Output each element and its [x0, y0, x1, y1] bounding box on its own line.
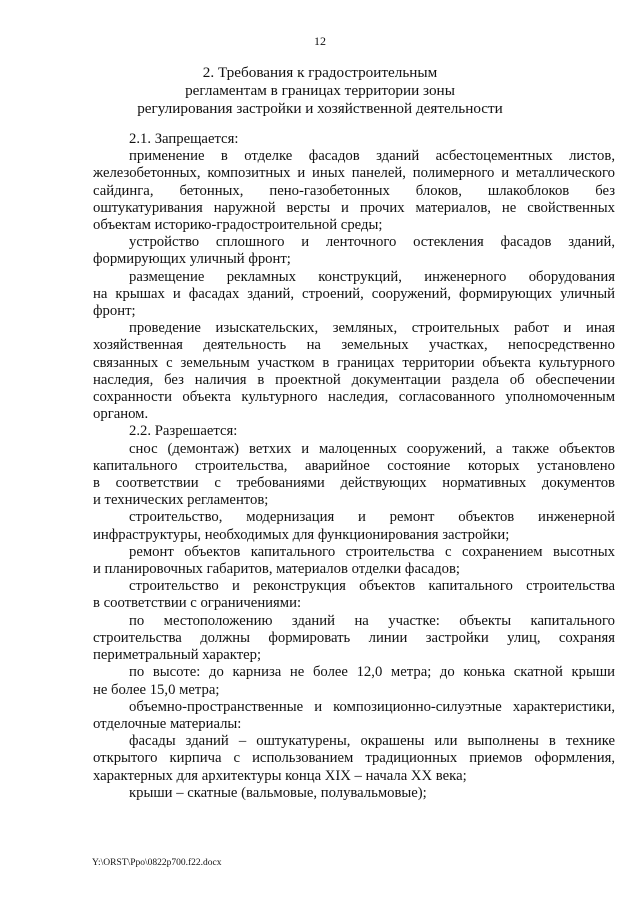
paragraph-line: размещение рекламных конструкций, инженерного оборудования	[129, 268, 615, 285]
heading-line: 2. Требования к градостроительным	[202, 64, 438, 81]
paragraph-line: железобетонных, композитных и иных панелей, полимерного и металлического	[93, 165, 615, 182]
paragraph	[93, 234, 615, 268]
paragraph-line: строительство, модернизация и ремонт объектов инженерной	[129, 509, 615, 526]
paragraph	[93, 441, 615, 510]
paragraph-line: органом.	[93, 406, 149, 423]
paragraph	[93, 613, 615, 665]
paragraph	[93, 578, 615, 612]
paragraph-line: строительства должны формировать линии застройки улиц, сохраняя	[93, 629, 615, 646]
paragraph-line: сайдинга, бетонных, пено-газобетонных блоков, шлакоблоков без	[93, 182, 615, 199]
paragraph	[93, 320, 615, 423]
paragraph-line: объектам историко-градостроительной среды;	[93, 217, 383, 234]
paragraph	[93, 664, 615, 698]
paragraph-line: периметральный характер;	[93, 647, 262, 664]
section-heading	[90, 64, 550, 118]
paragraph-line: не более 15,0 метра;	[93, 681, 220, 698]
paragraph-line: формирующих уличный фронт;	[93, 251, 291, 268]
paragraph-line: по высоте: до карниза не более 12,0 метра; до конька скатной крыши	[129, 664, 615, 681]
paragraph-line: устройство сплошного и ленточного остекления фасадов зданий,	[129, 234, 615, 251]
paragraph-line: оштукатуривания наружной версты и прочих материалов, не свойственных	[93, 199, 615, 216]
paragraph-line: и планировочных габаритов, материалов отделки фасадов;	[93, 561, 461, 578]
paragraph-line: хозяйственная деятельность на земельных участках, непосредственно	[93, 337, 615, 354]
paragraph-line: фасады зданий – оштукатурены, окрашены или выполнены в технике	[129, 733, 615, 750]
paragraph	[93, 699, 615, 733]
paragraph-line: наследия, без наличия в проектной документации раздела об обеспечении	[93, 371, 615, 388]
paragraph	[93, 785, 615, 802]
paragraph-line: 2.1. Запрещается:	[129, 131, 239, 147]
paragraph-line: снос (демонтаж) ветхих и малоценных сооружений, а также объектов	[129, 440, 615, 457]
paragraph-line: связанных с земельным участком в границах территории объекта культурного	[93, 354, 615, 371]
paragraph-line: по местоположению зданий на участке: объекты капитального	[129, 612, 615, 629]
paragraph	[93, 423, 615, 440]
paragraph-line: сохранности объекта культурного наследия, согласованного уполномоченным	[93, 389, 615, 406]
paragraph	[93, 148, 615, 234]
paragraph-line: открытого кирпича с использованием традиционных приемов оформления,	[93, 750, 615, 767]
paragraph-line: отделочные материалы:	[93, 715, 242, 732]
heading-line: регламентам в границах территории зоны	[185, 82, 455, 99]
paragraph	[93, 131, 615, 148]
paragraph	[93, 544, 615, 578]
paragraph-line: 2.2. Разрешается:	[129, 423, 238, 440]
paragraph	[93, 509, 615, 543]
paragraph-line: объемно-пространственные и композиционно-силуэтные характеристики,	[129, 698, 615, 715]
paragraph-line: и технических регламентов;	[93, 492, 269, 509]
paragraph-line: крыши – скатные (вальмовые, полувальмовые);	[129, 784, 427, 801]
paragraph-line: строительство и реконструкция объектов капитального строительства	[129, 578, 615, 595]
paragraph-line: инфраструктуры, необходимых для функционирования застройки;	[93, 526, 510, 543]
paragraph-line: проведение изыскательских, земляных, строительных работ и иная	[129, 320, 615, 337]
paragraph-line: применение в отделке фасадов зданий асбестоцементных листов,	[129, 148, 615, 165]
paragraph-line: фронт;	[93, 303, 136, 320]
heading-line: регулирования застройки и хозяйственной деятельности	[137, 100, 503, 117]
paragraph-line: в соответствии с ограничениями:	[93, 595, 302, 612]
paragraph	[93, 733, 615, 785]
footer-file-path: Y:\ORST\Ppo\0822p700.f22.docx	[92, 858, 222, 868]
paragraph-line: ремонт объектов капитального строительства с сохранением высотных	[129, 543, 615, 560]
page-number: 12	[314, 34, 326, 48]
paragraph-line: в соответствии с требованиями действующих нормативных документов	[93, 475, 615, 492]
paragraph-line: характерных для архитектуры конца XIX – начала XX века;	[93, 767, 467, 784]
body-text	[93, 131, 615, 802]
paragraph	[93, 269, 615, 321]
paragraph-line: капитального строительства, аварийное состояние которых установлено	[93, 457, 615, 474]
paragraph-line: на крышах и фасадах зданий, строений, сооружений, формирующих уличный	[93, 285, 615, 302]
